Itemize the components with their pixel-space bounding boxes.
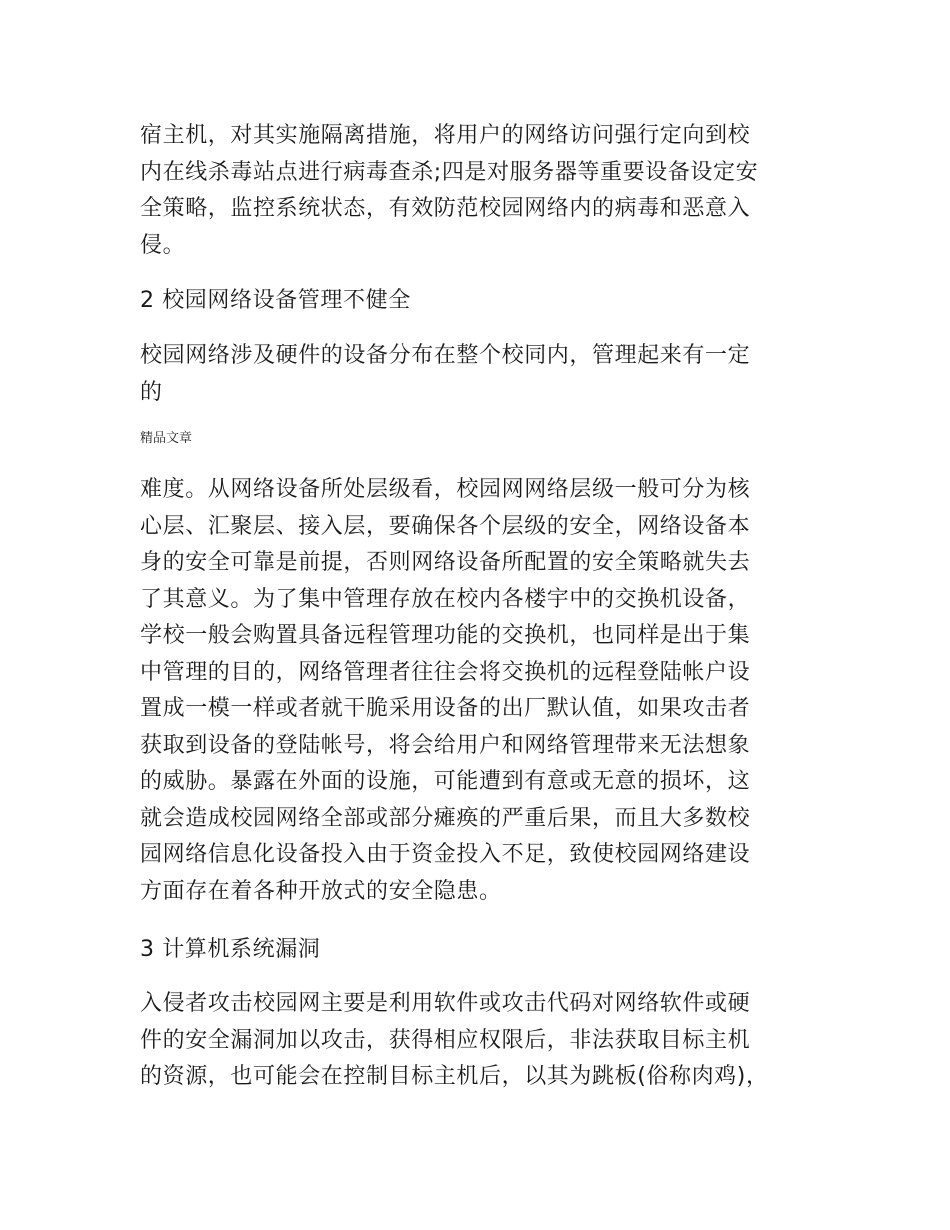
text-line: 宿主机，对其实施隔离措施，将用户的网络访问强行定向到校 (140, 123, 751, 148)
text-line: 入侵者攻击校园网主要是利用软件或攻击代码对网络软件或硬 (140, 991, 751, 1016)
paragraph-device-management-continued (140, 472, 820, 910)
text-line: 校园网络涉及硬件的设备分布在整个校同内，管理起来有一定 (140, 343, 751, 368)
watermark-label: 精品文章 (140, 431, 193, 446)
text-line: 了其意义。为了集中管理存放在校内各楼宇中的交换机设备， (140, 586, 751, 612)
text-line: 就会造成校园网络全部或部分瘫痪的严重后果，而且大多数校 (140, 805, 751, 831)
text-line: 难度。从网络设备所处层级看，校园网网络层级一般可分为核 (140, 477, 751, 502)
text-line: 件的安全漏洞加以攻击，获得相应权限后，非法获取目标主机 (140, 1027, 751, 1053)
paragraph-system-vulnerabilities (140, 986, 820, 1096)
text-line: 心层、汇聚层、接入层，要确保各个层级的安全，网络设备本 (140, 513, 751, 539)
text-line: 园网络信息化设备投入由于资金投入不足，致使校园网络建设 (140, 842, 751, 867)
section-heading-2: 2 校园网络设备管理不健全 (140, 288, 411, 313)
text-line: 方面存在着各种开放式的安全隐患。 (140, 878, 502, 904)
text-line: 置成一模一样或者就干脆采用设备的出厂默认值，如果攻击者 (140, 696, 751, 721)
paragraph-intro-continuation (140, 118, 820, 264)
text-line: 中管理的目的，网络管理者往往会将交换机的远程登陆帐户设 (140, 659, 751, 685)
text-line: 侵。 (140, 232, 186, 258)
text-line: 的 (140, 379, 163, 405)
text-line: 全策略，监控系统状态，有效防范校园网络内的病毒和恶意入 (140, 196, 751, 221)
section-heading-3: 3 计算机系统漏洞 (140, 937, 321, 962)
text-line: 学校一般会购置具备远程管理功能的交换机，也同样是出于集 (140, 623, 751, 648)
text-line: 的资源，也可能会在控制目标主机后，以其为跳板(俗称肉鸡)， (140, 1064, 769, 1089)
paragraph-device-management (140, 338, 820, 411)
text-line: 的威胁。暴露在外面的设施，可能遭到有意或无意的损坏，这 (140, 769, 751, 794)
text-line: 内在线杀毒站点进行病毒查杀;四是对服务器等重要设备设定安 (140, 159, 759, 185)
text-line: 获取到设备的登陆帐号，将会给用户和网络管理带来无法想象 (140, 732, 751, 758)
text-line: 身的安全可靠是前提，否则网络设备所配置的安全策略就失去 (140, 550, 751, 575)
